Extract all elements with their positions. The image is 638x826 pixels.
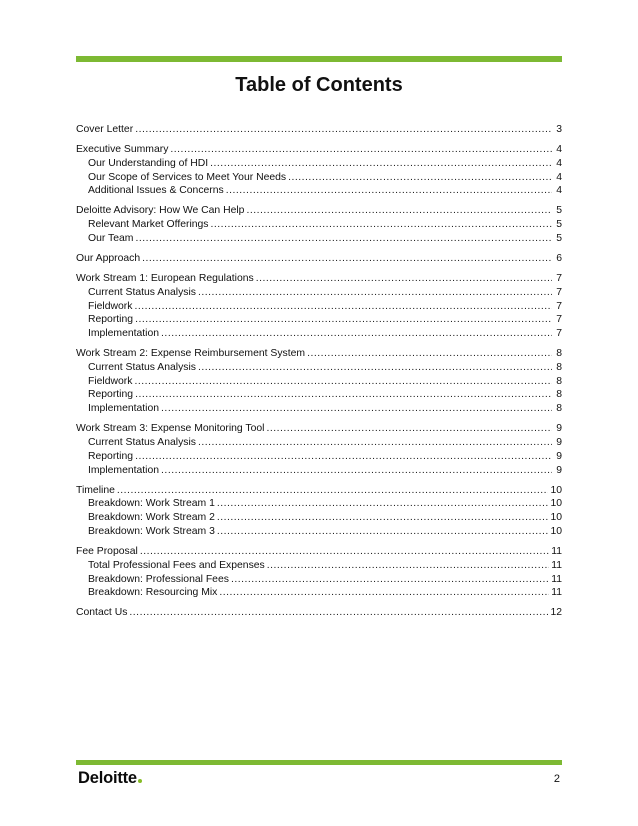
logo-dot-icon [138, 779, 142, 783]
toc-entry-label: Cover Letter [76, 124, 134, 135]
toc-page-number: 8 [556, 361, 562, 373]
deloitte-logo [78, 769, 142, 788]
dot-leader [307, 347, 552, 361]
toc-entry-label: Relevant Market Offerings [88, 219, 209, 231]
dot-leader [161, 464, 552, 478]
toc-group [76, 422, 562, 477]
top-green-rule [76, 56, 562, 62]
dot-leader [219, 586, 549, 600]
toc-entry-label: Timeline [76, 484, 115, 496]
toc-subentry[interactable] [76, 184, 562, 198]
page-number: 2 [553, 773, 560, 785]
toc-page-number: 12 [550, 607, 562, 619]
toc-entry-label: Breakdown: Work Stream 2 [88, 512, 215, 524]
logo-text: Deloitte [78, 769, 137, 787]
toc-group [76, 143, 562, 198]
toc-entry[interactable] [76, 422, 562, 436]
dot-leader [135, 450, 552, 464]
toc-page-number: 7 [556, 272, 562, 284]
toc-subentry[interactable] [76, 218, 562, 232]
dot-leader [135, 232, 552, 246]
toc-group [76, 545, 562, 600]
dot-leader [170, 143, 552, 157]
dot-leader [217, 497, 549, 511]
dot-leader [217, 511, 549, 525]
toc-subentry[interactable] [76, 525, 562, 539]
toc-group [76, 606, 562, 620]
dot-leader [134, 300, 552, 314]
toc-entry-label: Work Stream 2: Expense Reimbursement System [76, 348, 306, 360]
toc-subentry[interactable] [76, 573, 562, 587]
toc-entry-label: Contact Us [76, 607, 128, 619]
toc-subentry[interactable] [76, 375, 562, 389]
page-title: Table of Contents [235, 74, 403, 96]
table-of-contents [76, 123, 562, 626]
toc-entry-label: Breakdown: Work Stream 1 [88, 498, 215, 510]
toc-subentry[interactable] [76, 171, 562, 185]
toc-entry-label: Implementation [88, 328, 160, 340]
dot-leader [129, 606, 548, 620]
toc-entry-label: Additional Issues & Concerns [88, 185, 224, 197]
toc-page-number: 4 [556, 143, 562, 155]
dot-leader [135, 313, 552, 327]
toc-page-number: 5 [556, 205, 562, 217]
toc-group [76, 272, 562, 341]
bottom-green-rule [76, 760, 562, 765]
dot-leader [161, 327, 552, 341]
toc-entry-label: Implementation [88, 464, 160, 476]
toc-entry[interactable] [76, 123, 562, 137]
toc-entry[interactable] [76, 272, 562, 286]
toc-page-number: 10 [550, 512, 562, 524]
toc-entry-label: Executive Summary [76, 143, 169, 155]
toc-page-number: 9 [556, 450, 562, 462]
toc-subentry[interactable] [76, 586, 562, 600]
toc-subentry[interactable] [76, 559, 562, 573]
toc-page-number: 7 [556, 300, 562, 312]
toc-entry[interactable] [76, 347, 562, 361]
toc-page-number: 5 [556, 219, 562, 231]
toc-entry-label: Fieldwork [88, 375, 133, 387]
dot-leader [140, 545, 549, 559]
toc-page-number: 4 [556, 171, 562, 183]
dot-leader [117, 484, 549, 498]
toc-page-number: 8 [556, 403, 562, 415]
dot-leader [231, 573, 549, 587]
dot-leader [142, 252, 552, 266]
toc-page-number: 10 [550, 498, 562, 510]
toc-group [76, 123, 562, 137]
toc-page-number: 4 [556, 185, 562, 197]
dot-leader [256, 272, 552, 286]
toc-entry[interactable] [76, 545, 562, 559]
toc-page-number: 7 [556, 286, 562, 298]
toc-subentry[interactable] [76, 286, 562, 300]
toc-page-number: 9 [556, 437, 562, 449]
toc-subentry[interactable] [76, 313, 562, 327]
toc-subentry[interactable] [76, 450, 562, 464]
toc-page-number: 7 [556, 314, 562, 326]
toc-subentry[interactable] [76, 436, 562, 450]
toc-page-number: 5 [556, 232, 562, 244]
toc-entry[interactable] [76, 484, 562, 498]
toc-entry-label: Fee Proposal [76, 546, 138, 558]
toc-page-number: 10 [550, 526, 562, 538]
toc-entry-label: Current Status Analysis [88, 437, 196, 449]
dot-leader [135, 388, 552, 402]
toc-page-number: 11 [551, 559, 562, 571]
toc-subentry[interactable] [76, 232, 562, 246]
toc-group [76, 347, 562, 416]
toc-subentry[interactable] [76, 327, 562, 341]
toc-page-number: 10 [550, 484, 562, 496]
toc-page-number: 9 [556, 464, 562, 476]
dot-leader [211, 218, 552, 232]
toc-page-number: 11 [551, 573, 562, 585]
toc-entry-label: Our Team [88, 232, 134, 244]
dot-leader [198, 286, 552, 300]
toc-page-number: 11 [551, 546, 562, 558]
toc-group [76, 252, 562, 266]
dot-leader [217, 525, 549, 539]
toc-entry[interactable] [76, 204, 562, 218]
toc-entry-label: Breakdown: Work Stream 3 [88, 526, 215, 538]
toc-page-number: 11 [551, 587, 562, 599]
toc-subentry[interactable] [76, 388, 562, 402]
toc-group [76, 204, 562, 245]
toc-entry-label: Our Understanding of HDI [88, 157, 209, 169]
toc-entry-label: Our Approach [76, 252, 141, 264]
dot-leader [246, 204, 552, 218]
toc-page-number: 8 [556, 375, 562, 387]
toc-page-number: 7 [556, 328, 562, 340]
toc-subentry[interactable] [76, 464, 562, 478]
dot-leader [266, 422, 552, 436]
toc-page-number: 3 [556, 124, 562, 135]
toc-subentry[interactable] [76, 361, 562, 375]
dot-leader [135, 123, 552, 137]
toc-subentry[interactable] [76, 402, 562, 416]
toc-subentry[interactable] [76, 497, 562, 511]
toc-entry[interactable] [76, 143, 562, 157]
toc-page-number: 8 [556, 348, 562, 360]
dot-leader [226, 184, 552, 198]
dot-leader [288, 171, 552, 185]
toc-page-number: 8 [556, 389, 562, 401]
toc-subentry[interactable] [76, 157, 562, 171]
toc-page-number: 9 [556, 423, 562, 435]
toc-entry-label: Total Professional Fees and Expenses [88, 559, 265, 571]
toc-entry-label: Breakdown: Professional Fees [88, 573, 229, 585]
toc-entry-label: Deloitte Advisory: How We Can Help [76, 205, 245, 217]
toc-entry[interactable] [76, 252, 562, 266]
toc-page-number: 6 [556, 252, 562, 264]
dot-leader [210, 157, 552, 171]
toc-entry[interactable] [76, 606, 562, 620]
toc-group [76, 484, 562, 539]
dot-leader [198, 436, 552, 450]
toc-entry-label: Current Status Analysis [88, 361, 196, 373]
toc-entry-label: Reporting [88, 389, 134, 401]
dot-leader [161, 402, 552, 416]
toc-entry-label: Reporting [88, 314, 134, 326]
dot-leader [198, 361, 552, 375]
toc-entry-label: Breakdown: Resourcing Mix [88, 587, 218, 599]
toc-entry-label: Work Stream 1: European Regulations [76, 272, 254, 284]
toc-subentry[interactable] [76, 300, 562, 314]
toc-entry-label: Work Stream 3: Expense Monitoring Tool [76, 423, 265, 435]
dot-leader [267, 559, 549, 573]
toc-entry-label: Reporting [88, 450, 134, 462]
toc-entry-label: Current Status Analysis [88, 286, 196, 298]
toc-entry-label: Implementation [88, 403, 160, 415]
toc-entry-label: Fieldwork [88, 300, 133, 312]
dot-leader [134, 375, 552, 389]
toc-entry-label: Our Scope of Services to Meet Your Needs [88, 171, 287, 183]
toc-page-number: 4 [556, 157, 562, 169]
toc-subentry[interactable] [76, 511, 562, 525]
